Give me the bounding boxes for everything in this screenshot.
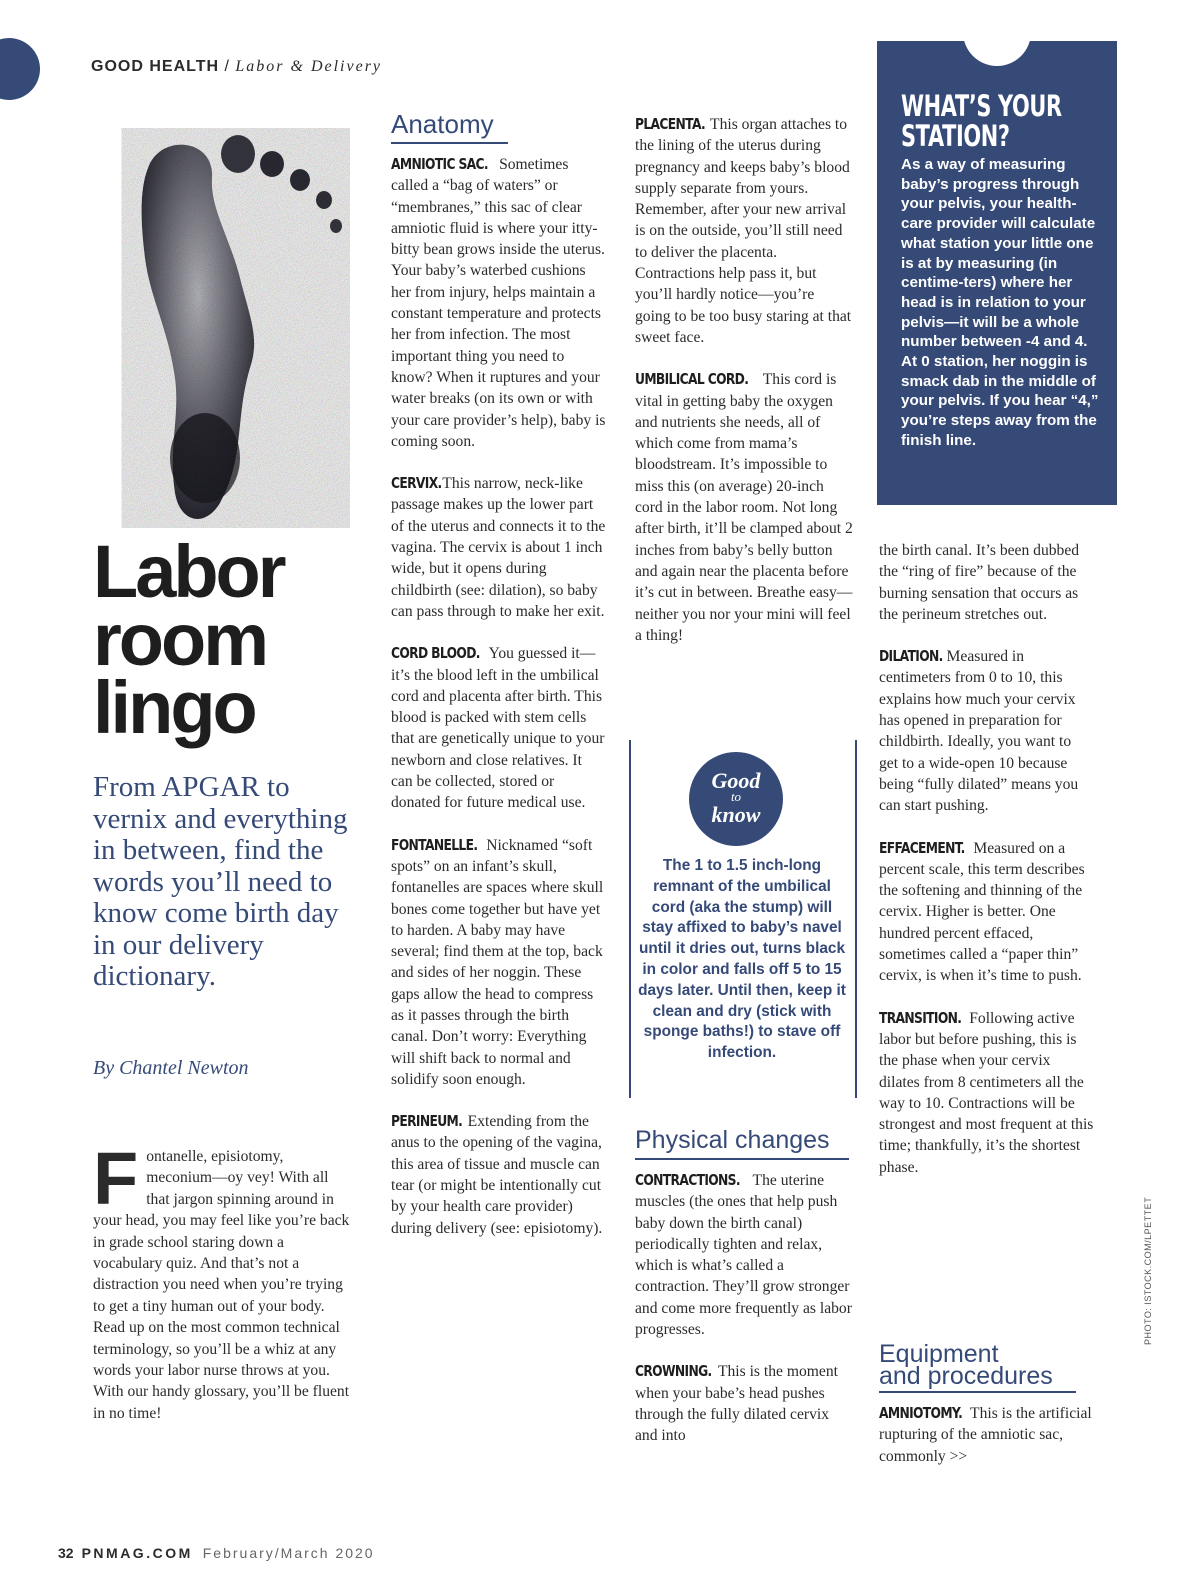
section-header <box>91 58 382 76</box>
article-dek: From APGAR to vernix and everything in between, find the words you’ll need to know come birth day in our delivery dictionary. <box>93 771 348 992</box>
good-to-know-right-rule <box>855 740 857 1098</box>
physical-changes-heading: Physical changes <box>635 1126 849 1160</box>
glossary-definition: This is the artificial rupturing of the amniotic sac, commonly >> <box>879 1405 1092 1465</box>
glossary-entry <box>635 369 853 646</box>
glossary-term: EFFACEMENT. <box>879 838 965 857</box>
badge-word: to <box>730 789 742 804</box>
glossary-term: UMBILICAL CORD. <box>635 370 749 389</box>
section-separator: / <box>219 58 236 75</box>
glossary-definition: This cord is vital in getting baby the oxygen and nutrients she needs, all of which come from mama’s bloodstream. It’s impossible to miss this (on average) 20-inch cord in the labor room. Not long after birth, it’ll be clamped about 2 inches from baby’s belly button and again near the placenta before it’s cut in between. Breathe easy—neither you nor your mini will feel a thing! <box>635 371 853 644</box>
sidebar-heading: WHAT’S YOUR STATION? <box>901 89 1062 153</box>
glossary-definition: Following active labor but before pushing, this is the phase when your cervix dilates from 8 centimeters all the way to 10. Contractions will be strongest and most frequent at this time; thankfully, it’s the shortest phase. <box>879 1009 1094 1176</box>
badge-word: Good <box>711 768 761 793</box>
page-number: 32 <box>58 1545 74 1561</box>
intro-paragraph <box>93 1137 351 1424</box>
glossary-entry <box>391 835 606 1091</box>
photo-credit: PHOTO: ISTOCK.COM/LPETTET <box>1143 1196 1153 1345</box>
glossary-term: PLACENTA. <box>635 115 706 133</box>
glossary-term: AMNIOTOMY. <box>879 1404 963 1422</box>
good-to-know-left-rule <box>629 740 631 1098</box>
glossary-entry <box>391 1111 606 1239</box>
glossary-definition: This narrow, neck-like passage makes up the lower part of the uterus and connects it to the vagina. The cervix is about 1 inch wide, but it opens during childbirth (see: dilation), so baby can pass through to make her exit. <box>391 475 606 620</box>
glossary-entry <box>879 838 1094 987</box>
anatomy-column <box>391 110 606 1260</box>
article-title <box>93 530 383 749</box>
equipment-heading <box>879 1340 1076 1393</box>
glossary-definition: You guessed it—it’s the blood left in the umbilical cord and placenta after birth. This blood is packed with stem cells that are genetically unique to your newborn and close relatives. It can be collected, stored or donated for future medical use. <box>391 645 605 812</box>
glossary-term: PERINEUM. <box>391 1112 463 1131</box>
placenta-cord-column <box>635 114 853 667</box>
glossary-term: CROWNING. <box>635 1362 712 1381</box>
continued-text: the birth canal. It’s been dubbed the “ring of fire” because of the burning sensation that occurs as the perineum stretches out. <box>879 542 1080 623</box>
glossary-term: FONTANELLE. <box>391 835 478 854</box>
glossary-entry <box>635 1170 855 1340</box>
baby-footprint-image <box>120 128 350 528</box>
site-name: PNMAG.COM <box>81 1545 193 1561</box>
equipment-heading-line: Equipment <box>879 1340 999 1368</box>
equipment-heading-line: and procedures <box>879 1362 1053 1390</box>
glossary-entry <box>635 114 853 348</box>
glossary-definition: Sometimes called a “bag of waters” or “membranes,” this sac of clear amniotic fluid is where your itty-bitty bean grows inside the uterus. Your baby’s waterbed cushions her from injury, helps maintain a constant temperature and protects her from infection. The most important thing you need to know? When it ruptures and your water breaks (on its own or with your care provider’s help), baby is coming soon. <box>391 156 606 450</box>
issue-date: February/March 2020 <box>202 1545 375 1561</box>
glossary-entry <box>391 643 606 813</box>
glossary-entry <box>391 473 606 622</box>
byline: By Chantel Newton <box>93 1057 249 1079</box>
glossary-definition: Measured on a percent scale, this term describes the softening and thinning of the cervix. Higher is better. One hundred percent effaced, sometimes called a “paper thin” cervix, is when it’s time to push. <box>879 839 1085 985</box>
corner-accent-dot <box>0 38 40 100</box>
glossary-definition: Extending from the anus to the opening of the vagina, this area of tissue and muscle can tear (or might be intentionally cut by your health care provider) during delivery (see: episiotomy). <box>391 1113 603 1237</box>
glossary-entry <box>879 1008 1094 1178</box>
dilation-column <box>879 540 1094 1199</box>
title-line: lingo <box>93 666 255 749</box>
glossary-definition: The uterine muscles (the ones that help push baby down the birth canal) periodically tighten and relax, which is what’s called a contraction. They’ll grow stronger and come more frequently as labor progresses. <box>635 1172 852 1339</box>
glossary-definition: Nicknamed “soft spots” on an infant’s skull, fontanelles are spaces where skull bones come together but have yet to harden. A baby may have several; find them at the top, back and sides of her noggin. These gaps allow the head to compress as it passes through the birth canal. Don’t worry: Everything will shift back to normal and solidify soon enough. <box>391 836 604 1088</box>
glossary-entry <box>635 1361 855 1446</box>
glossary-entry <box>879 646 1094 816</box>
title-line: Labor <box>93 530 284 613</box>
glossary-entry <box>391 154 606 452</box>
intro-text: ontanelle, episiotomy, meconium—oy vey! With all that jargon spinning around in your head, you may feel like you’re back in grade school staring down a vocabulary quiz. And that’s not a distraction you need when you’re trying to get a tiny human out of your body. Read up on the most common technical terminology, so you’ll be a whiz at any words your labor nurse throws at you. With our handy glossary, you’ll be fluent in no time! <box>93 1148 350 1422</box>
subsection-name: Labor & Delivery <box>235 58 383 75</box>
good-to-know-badge <box>689 752 783 846</box>
title-line: room <box>93 598 266 681</box>
glossary-definition: Measured in centimeters from 0 to 10, this explains how much your cervix has opened in preparation for childbirth. Ideally, you want to get to a wide-open 10 because being “fully dilated” means you can start pushing. <box>879 648 1079 815</box>
page-footer <box>58 1545 375 1561</box>
physical-changes-column <box>635 1126 855 1468</box>
glossary-term: TRANSITION. <box>879 1008 962 1027</box>
anatomy-heading: Anatomy <box>391 110 508 144</box>
glossary-term: DILATION. <box>879 647 943 666</box>
glossary-term: CONTRACTIONS. <box>635 1171 740 1189</box>
glossary-entry <box>879 1403 1094 1467</box>
badge-word: know <box>711 802 761 827</box>
glossary-term: AMNIOTIC SAC. <box>391 155 488 173</box>
section-name: GOOD HEALTH <box>91 58 220 75</box>
equipment-column <box>879 1340 1094 1488</box>
sidebar-text: As a way of measuring baby’s progress through your pelvis, your health-care provider will calculate what station your little one is at by measuring (in centime-ters) where her head is in relation to your pelvis—it will be a whole number between -4 and 4. At 0 station, her noggin is smack dab in the middle of your pelvis. If you hear “4,” you’re steps away from the finish line. <box>901 156 1099 449</box>
glossary-term: CORD BLOOD. <box>391 644 480 663</box>
good-to-know-text: The 1 to 1.5 inch-long remnant of the umbilical cord (aka the stump) will stay affixed to baby’s navel until it dries out, turns black in color and falls off 5 to 15 days later. Until then, keep it clean and dry (stick with sponge baths!) to stave off infection. <box>638 857 846 1062</box>
glossary-definition: This is the moment when your babe’s head pushes through the fully dilated cervix and into <box>635 1363 838 1445</box>
station-sidebar <box>877 41 1117 505</box>
glossary-definition: This organ attaches to the lining of the uterus during pregnancy and keeps baby’s blood supply separate from yours. Remember, after your new arrival is on the outside, you’ll still need to deliver the placenta. Contractions help pass it, but you’ll hardly notice—you’re going to be too busy staring at that sweet face. <box>635 116 852 346</box>
drop-cap: F <box>93 1137 139 1220</box>
glossary-term: CERVIX. <box>391 474 442 493</box>
